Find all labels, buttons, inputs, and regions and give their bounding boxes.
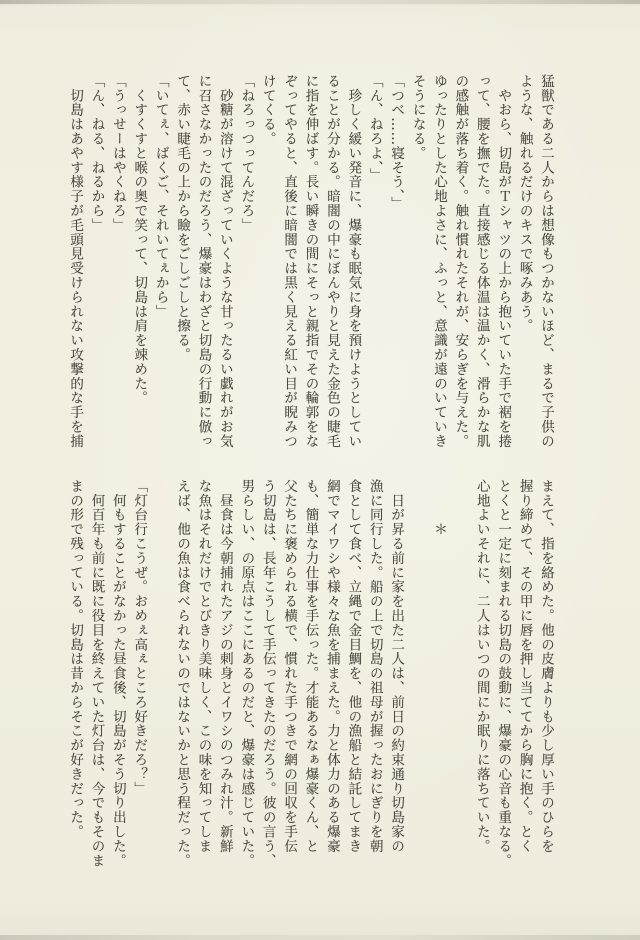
text-block-lower <box>64 479 556 868</box>
text-column: ような、触れるだけのキスで啄みあう。 <box>516 74 533 334</box>
text-column: て、赤い睫毛の上から瞼をごしごしと擦る。 <box>174 74 191 362</box>
text-column <box>149 479 170 859</box>
text-column: とくと一定に刻まれる切島の鼓動に、爆豪の心音も重なる。 <box>495 479 512 868</box>
text-column: まの形で残っている。切島は昔からそこが好きだった。 <box>67 479 84 839</box>
text-column: 「ねろっつってんだろ」 <box>238 74 255 233</box>
text-column: う切島は、長年こうして手伝ってきたのだろう。彼の言う、 <box>259 479 276 868</box>
text-column: 砂糖が溶けて混ざっていくような甘ったるい戯れがお気 <box>216 74 233 449</box>
text-column: 網でマイワシや様々な魚を捕まえた。力と体力のある爆豪 <box>323 479 340 854</box>
text-column <box>406 479 427 859</box>
text-column: 珍しく緩い発音に、爆豪も眠気に身を預けようとしてい <box>345 74 362 449</box>
text-column: 昼食は今朝捕れたアジの刺身とイワシのつみれ汁。新鮮 <box>216 479 233 854</box>
text-column: 何百年も前に既に役目を終えていた灯台は、今でもそのま <box>88 479 105 868</box>
text-column: も、簡単な力仕事を手伝った。才能あるなぁ爆豪くん、と <box>302 479 319 854</box>
text-column: 猛獣である二人からは想像もつかないほど、まるで子供の <box>538 74 554 449</box>
text-column: 「灯台行こうぜ。おめぇ高ぇところ好きだろ？」 <box>131 479 148 796</box>
text-block-upper <box>64 74 556 454</box>
text-column: に召さなかったのだろう、爆豪はわざと切島の行動に倣っ <box>195 74 212 449</box>
text-column <box>449 479 470 859</box>
text-column: 漁に同行した。船の上で切島の祖母が握ったおにぎりを朝 <box>366 479 383 854</box>
text-column: くすくすと喉の奥で笑って、切島は肩を竦めた。 <box>131 74 148 406</box>
text-column: 「うっせーはやくねろ」 <box>109 74 126 233</box>
text-column: 切島はあやす様子が毛頭見受けられない攻撃的な手を捕 <box>67 74 84 449</box>
text-column: の感触が落ち着く。触れ慣れたそれが、安らぎを与えた。 <box>452 74 469 449</box>
text-column: 心地よいそれに、二人はいつの間にか眠りに落ちていた。 <box>473 479 490 854</box>
text-column: やおら、切島がＴシャツの上から抱いていた手で裾を捲 <box>495 74 512 449</box>
text-column: ることが分かる。暗闇の中にぼんやりと見えた金色の睫毛 <box>323 74 340 449</box>
text-column: えば、他の魚は食べられないのではないかと思う程だった。 <box>174 479 191 868</box>
text-column: 「いてぇ、ばくご、それいてぇから」 <box>152 74 169 319</box>
text-column: 「つべ……寝そう、」 <box>388 74 405 212</box>
text-column: けてくる。 <box>259 74 276 146</box>
text-column: 父たちに褒められる横で、慣れた手つきで網の回収を手伝 <box>281 479 298 854</box>
text-column: に指を伸ばす。長い瞬きの間にそっと親指でその輪郭をな <box>302 74 319 449</box>
text-column: な魚はそれだけでとびきり美味しく、この味を知ってしま <box>195 479 212 854</box>
text-column: ぞってやると、直後に暗闇では黒く見える紅い目が睨みつ <box>281 74 298 449</box>
text-column: って、腰を撫でた。直接感じる体温は温かく、滑らかな肌 <box>473 74 490 449</box>
text-column: 日が昇る前に家を出た二人は、前日の約束通り切島家の <box>388 479 405 854</box>
text-column: 「ん、ねる、ねるから」 <box>88 74 105 233</box>
text-column: 握り締めて、その甲に唇を押し当ててから胸に抱く。とく <box>516 479 533 854</box>
text-column: ゆったりとした心地よさに、ふっと、意識が遠のいていき <box>430 74 447 449</box>
scan-edge-artifact-bottom <box>0 935 640 940</box>
text-column: 食として食べ、立縄で金目鯛を、他の漁船と結託してまき <box>345 479 362 854</box>
text-column: 「ん、ねろよ、」 <box>366 74 383 183</box>
text-column: 男らしい、の原点はここにあるのだと、爆豪は感じていた。 <box>238 479 255 868</box>
text-column: そうになる。 <box>409 74 426 161</box>
text-column: まえて、指を絡めた。他の皮膚よりも少し厚い手のひらを <box>538 479 554 854</box>
text-column: 何もすることがなかった昼食後、切島がそう切り出した。 <box>109 479 126 868</box>
scan-edge-artifact-top <box>0 0 640 4</box>
scene-break-asterisk: ＊ <box>430 479 447 537</box>
